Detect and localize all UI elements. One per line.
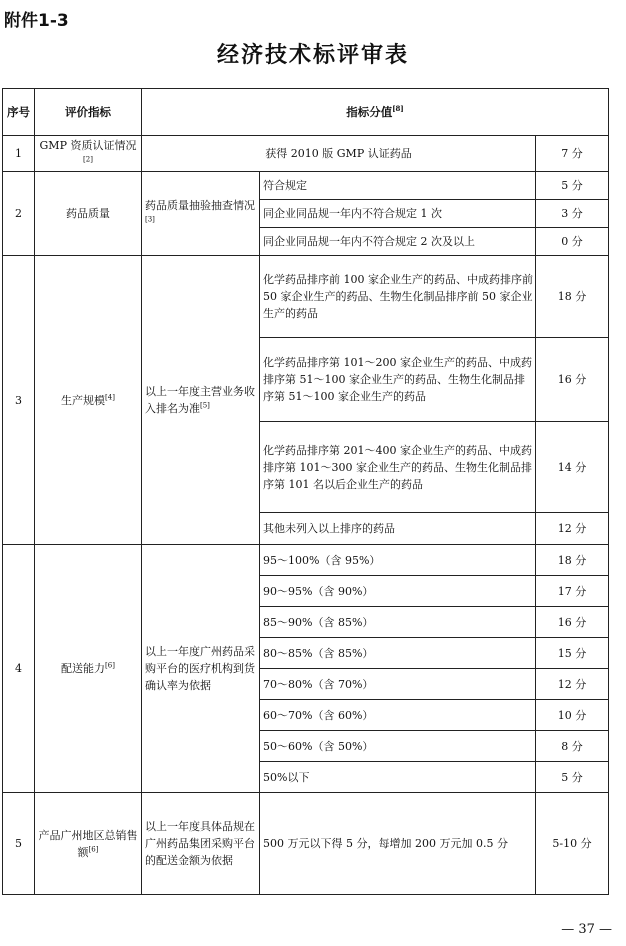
row-criteria: 50%以下 (260, 762, 536, 793)
table-row (3, 545, 609, 576)
table-row (3, 136, 609, 172)
row-criteria: 获得 2010 版 GMP 认证药品 (142, 136, 536, 172)
row-score: 12 分 (536, 669, 609, 700)
row-criteria: 70～80%（含 70%） (260, 669, 536, 700)
row-score: 5 分 (536, 172, 609, 200)
table-header-row (3, 89, 609, 136)
row-no: 5 (3, 793, 35, 895)
row-indicator: 生产规模[4] (35, 256, 142, 545)
evaluation-table (2, 88, 609, 895)
table-row (3, 793, 609, 895)
row-no: 1 (3, 136, 35, 172)
row-score: 5 分 (536, 762, 609, 793)
row-score: 16 分 (536, 607, 609, 638)
row-score: 18 分 (536, 256, 609, 338)
row-no: 3 (3, 256, 35, 545)
row-score: 0 分 (536, 228, 609, 256)
row-sub-indicator: 以上一年度广州药品采购平台的医疗机构到货确认率为依据 (142, 545, 260, 793)
header-score: 指标分值[8] (142, 89, 609, 136)
row-criteria: 80～85%（含 85%） (260, 638, 536, 669)
row-no: 2 (3, 172, 35, 256)
row-criteria: 60～70%（含 60%） (260, 700, 536, 731)
table-row (3, 172, 609, 200)
row-score: 5-10 分 (536, 793, 609, 895)
row-criteria: 符合规定 (260, 172, 536, 200)
row-criteria: 90～95%（含 90%） (260, 576, 536, 607)
row-score: 3 分 (536, 200, 609, 228)
row-score: 18 分 (536, 545, 609, 576)
row-indicator: 产品广州地区总销售额[6] (35, 793, 142, 895)
row-sub-indicator: 以上一年度具体品规在广州药品集团采购平台的配送金额为依据 (142, 793, 260, 895)
row-criteria: 化学药品排序第 101～200 家企业生产的药品、中成药排序第 51～100 家企业生产的药品、生物生化制品排序第 51～100 家企业生产的药品 (260, 338, 536, 422)
header-indicator: 评价指标 (35, 89, 142, 136)
row-score: 10 分 (536, 700, 609, 731)
row-criteria: 85～90%（含 85%） (260, 607, 536, 638)
header-no: 序号 (3, 89, 35, 136)
row-score: 15 分 (536, 638, 609, 669)
row-score: 8 分 (536, 731, 609, 762)
row-score: 17 分 (536, 576, 609, 607)
row-criteria: 化学药品排序前 100 家企业生产的药品、中成药排序前 50 家企业生产的药品、生物生化制品排序前 50 家企业生产的药品 (260, 256, 536, 338)
row-criteria: 500 万元以下得 5 分，每增加 200 万元加 0.5 分 (260, 793, 536, 895)
row-sub-indicator: 以上一年度主营业务收入排名为准[5] (142, 256, 260, 545)
row-criteria: 同企业同品规一年内不符合规定 2 次及以上 (260, 228, 536, 256)
row-indicator: GMP 资质认证情况[2] (35, 136, 142, 172)
row-indicator: 药品质量 (35, 172, 142, 256)
row-criteria: 同企业同品规一年内不符合规定 1 次 (260, 200, 536, 228)
row-sub-indicator: 药品质量抽验抽查情况[3] (142, 172, 260, 256)
row-score: 16 分 (536, 338, 609, 422)
row-criteria: 化学药品排序第 201～400 家企业生产的药品、中成药排序第 101～300 家企业生产的药品、生物生化制品排序第 101 名以后企业生产的药品 (260, 422, 536, 513)
row-no: 4 (3, 545, 35, 793)
row-criteria: 其他未列入以上排序的药品 (260, 513, 536, 545)
row-criteria: 50～60%（含 50%） (260, 731, 536, 762)
page-number: — 37 — (561, 922, 612, 937)
row-criteria: 95～100%（含 95%） (260, 545, 536, 576)
table-row (3, 256, 609, 338)
row-score: 7 分 (536, 136, 609, 172)
attachment-label: 附件1-3 (4, 11, 69, 31)
page-title: 经济技术标评审表 (216, 42, 409, 68)
row-score: 14 分 (536, 422, 609, 513)
row-indicator: 配送能力[6] (35, 545, 142, 793)
row-score: 12 分 (536, 513, 609, 545)
